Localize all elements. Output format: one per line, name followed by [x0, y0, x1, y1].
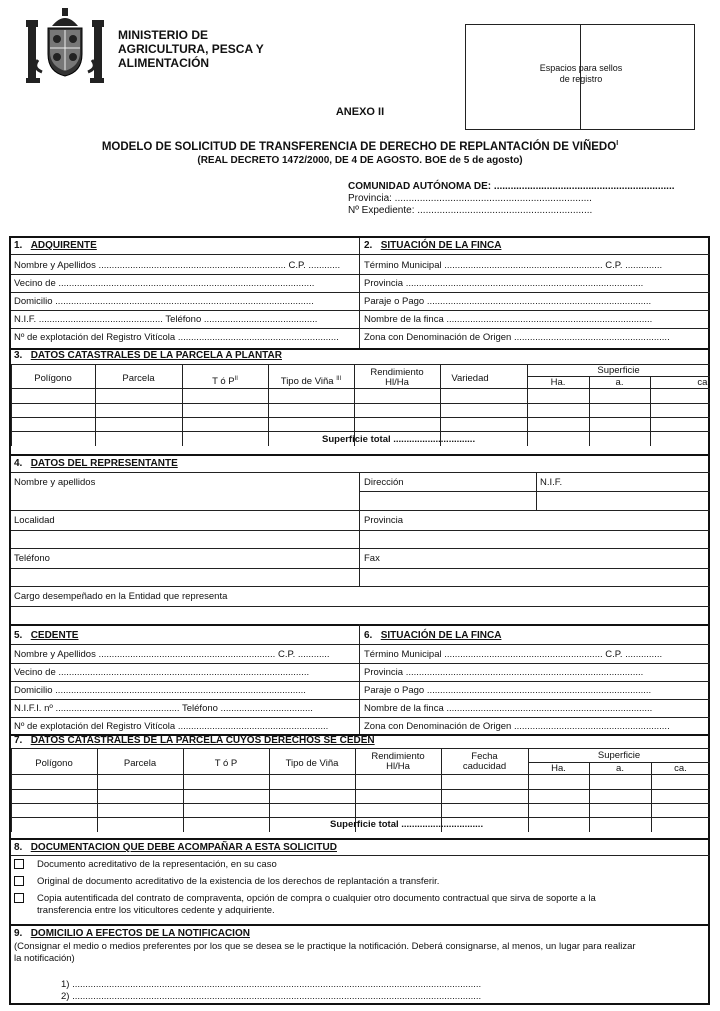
col-superficie: Superficie [597, 365, 640, 376]
representante-localidad-label[interactable]: Localidad [14, 515, 55, 526]
section-6-header [364, 630, 501, 642]
section-5-header [14, 630, 78, 642]
adquirente-vecino-field[interactable]: Vecino de ................................................................................................. [14, 278, 315, 289]
section-number: 3. [14, 350, 23, 361]
col-poligono: Polígono [34, 373, 72, 384]
document-subtitle: (REAL DECRETO 1472/2000, DE 4 DE AGOSTO. BOE de 5 de agosto) [197, 155, 523, 166]
col-t-o-p [182, 374, 268, 387]
representante-direccion-label[interactable]: Dirección [364, 477, 404, 488]
doc-representacion-checkbox[interactable] [14, 859, 24, 869]
stamp-box-label: de registro [559, 74, 603, 84]
col-label: Rendimiento [370, 367, 424, 378]
notification-instructions: (Consignar el medio o medios preferentes por los que se desea se le practique la notificación. Deberá consignarse, al menos, un lugar para realizar [14, 941, 636, 952]
section-number: 5. [14, 630, 23, 641]
section-title: DATOS DEL REPRESENTANTE [30, 458, 178, 469]
finca-cedente-nombre-field[interactable]: Nombre de la finca .............................................................................. [364, 703, 653, 714]
section-number: 2. [364, 240, 373, 251]
adquirente-registro-field[interactable]: Nº de explotación del Registro Vitícola ............................................................. [14, 332, 339, 343]
ministry-name [118, 28, 264, 70]
col-rendimiento [355, 752, 441, 772]
col-ca: ca. [674, 763, 687, 774]
adquirente-nombre-field[interactable]: Nombre y Apellidos ....................................................................... C.P. ............ [14, 260, 341, 271]
finca-cedente-paraje-field[interactable]: Paraje o Pago ..................................................................................... [364, 685, 652, 696]
col-ha: Ha. [551, 763, 566, 774]
col-label: Hl/Ha [386, 761, 410, 772]
region-block [348, 181, 675, 217]
section-number: 1. [14, 240, 23, 251]
col-fecha-caducidad [441, 752, 528, 772]
section-number: 7. [14, 735, 23, 746]
section-number: 8. [14, 842, 23, 853]
representante-telefono-label[interactable]: Teléfono [14, 553, 50, 564]
col-variedad: Variedad [451, 373, 489, 384]
section-3-header [14, 350, 282, 362]
application-form [9, 236, 710, 1005]
col-ca: ca. [697, 377, 710, 388]
col-t-o-p: T ó P [214, 758, 238, 769]
doc-item-label: transferencia entre los viticultores cedente y adquiriente. [37, 905, 275, 916]
cedente-vecino-field[interactable]: Vecino de ............................................................................................... [14, 667, 310, 678]
col-parcela: Parcela [123, 758, 157, 769]
col-label: Hl/Ha [385, 377, 409, 388]
finca-cedente-provincia-field[interactable]: Provincia .......................................................................................... [364, 667, 644, 678]
finca-provincia-field[interactable]: Provincia .......................................................................................... [364, 278, 644, 289]
notification-line-1-field[interactable]: 1) ........................................................................................................................................................... [61, 979, 482, 990]
cedente-domicilio-field[interactable]: Domicilio ............................................................................................... [14, 685, 306, 696]
col-parcela: Parcela [122, 373, 155, 384]
superficie-total-cedente-field[interactable]: Superficie total ............................... [330, 819, 484, 830]
notification-instructions: la notificación) [14, 953, 75, 964]
finca-zona-do-field[interactable]: Zona con Denominación de Origen ........................................................... [364, 332, 670, 343]
section-2-header [364, 240, 501, 252]
provincia-field[interactable]: Provincia: ....................................................................... [348, 193, 592, 204]
col-tipo-vina: Tipo de Viña [285, 758, 339, 769]
annex-label: ANEXO II [335, 106, 385, 118]
adquirente-domicilio-field[interactable]: Domicilio .................................................................................................. [14, 296, 314, 307]
section-title: DATOS CATASTRALES DE LA PARCELA A PLANTAR [30, 350, 282, 361]
doc-derechos-checkbox[interactable] [14, 876, 24, 886]
title-text: MODELO DE SOLICITUD DE TRANSFERENCIA DE DERECHO DE REPLANTACIÓN DE VIÑEDO [101, 140, 617, 153]
ministry-line: ALIMENTACIÓN [118, 56, 210, 70]
col-label: T ó P [212, 376, 235, 388]
representante-nombre-label[interactable]: Nombre y apellidos [14, 477, 96, 488]
section-title: DATOS CATASTRALES DE LA PARCELA CUYOS DERECHOS SE CEDEN [30, 735, 375, 746]
section-title: SITUACIÓN DE LA FINCA [380, 240, 502, 251]
finca-cedente-zona-do-field[interactable]: Zona con Denominación de Origen ........................................................... [364, 721, 670, 732]
col-a: a. [616, 763, 624, 774]
representante-nif-label[interactable]: N.I.F. [540, 477, 563, 488]
section-title: DOMICILIO A EFECTOS DE LA NOTIFICACION [30, 928, 250, 939]
col-poligono: Polígono [35, 758, 73, 769]
section-4-header [14, 458, 178, 470]
section-9-header [14, 928, 250, 940]
col-a: a. [615, 377, 624, 388]
ministry-line: MINISTERIO DE [118, 28, 209, 42]
doc-item-label: Original de documento acreditativo de la existencia de los derechos de replantación a transferir. [37, 876, 440, 887]
representante-cargo-label[interactable]: Cargo desempeñado en la Entidad que representa [14, 591, 228, 602]
representante-provincia-label[interactable]: Provincia [364, 515, 404, 526]
col-note: II [234, 376, 238, 382]
cedente-registro-field[interactable]: Nº de explotación del Registro Vitícola ......................................................... [14, 721, 329, 732]
cedente-nombre-field[interactable]: Nombre y Apellidos ................................................................... C.P. ............ [14, 649, 330, 660]
comunidad-field[interactable]: COMUNIDAD AUTÓNOMA DE: ................................................................. [348, 181, 675, 192]
section-number: 6. [364, 630, 373, 641]
doc-contrato-checkbox[interactable] [14, 893, 24, 903]
doc-item-label: Copia autentificada del contrato de compraventa, opción de compra o cualquier otro documento contractual que sirva de soporte a la [37, 893, 596, 904]
finca-termino-field[interactable]: Término Municipal ............................................................ C.P. .............. [364, 260, 663, 271]
section-1-header [14, 240, 97, 252]
finca-paraje-field[interactable]: Paraje o Pago ..................................................................................... [364, 296, 652, 307]
adquirente-nif-field[interactable]: N.I.F. ............................................... Teléfono ........................................... [14, 314, 318, 325]
representante-fax-label[interactable]: Fax [364, 553, 380, 564]
superficie-total-field[interactable]: Superficie total ............................... [322, 434, 476, 445]
stamp-box-label: Espacios para sellos [539, 63, 623, 73]
col-label: Fecha [471, 751, 498, 762]
section-8-header [14, 842, 337, 854]
section-number: 4. [14, 458, 23, 469]
section-title: CEDENTE [30, 630, 79, 641]
notification-line-2-field[interactable]: 2) ........................................................................................................................................................... [61, 991, 482, 1002]
section-title: ADQUIRENTE [30, 240, 97, 251]
col-label: Rendimiento [371, 751, 425, 762]
title-note: I [616, 140, 619, 147]
col-note: III [336, 376, 342, 382]
col-label: Tipo de Viña [280, 376, 334, 388]
expediente-field[interactable]: Nº Expediente: ............................................................... [348, 205, 593, 216]
document-title [0, 140, 720, 153]
section-7-header [14, 735, 375, 747]
section-title: DOCUMENTACION QUE DEBE ACOMPAÑAR A ESTA SOLICITUD [30, 842, 337, 853]
finca-cedente-termino-field[interactable]: Término Municipal ............................................................ C.P. .............. [364, 649, 663, 660]
col-label: caducidad [462, 761, 507, 772]
section-number: 9. [14, 928, 23, 939]
col-superficie: Superficie [597, 750, 641, 761]
doc-item-label: Documento acreditativo de la representación, en su caso [37, 859, 277, 870]
col-tipo-vina [268, 374, 354, 387]
coat-of-arms-logo [24, 6, 106, 88]
finca-nombre-field[interactable]: Nombre de la finca .............................................................................. [364, 314, 653, 325]
col-rendimiento [354, 368, 440, 388]
ministry-line: AGRICULTURA, PESCA Y [118, 42, 264, 56]
cedente-nif-field[interactable]: N.I.F.I. nº ............................................... Teléfono ................................... [14, 703, 313, 714]
section-title: SITUACIÓN DE LA FINCA [380, 630, 502, 641]
col-ha: Ha. [550, 377, 566, 388]
